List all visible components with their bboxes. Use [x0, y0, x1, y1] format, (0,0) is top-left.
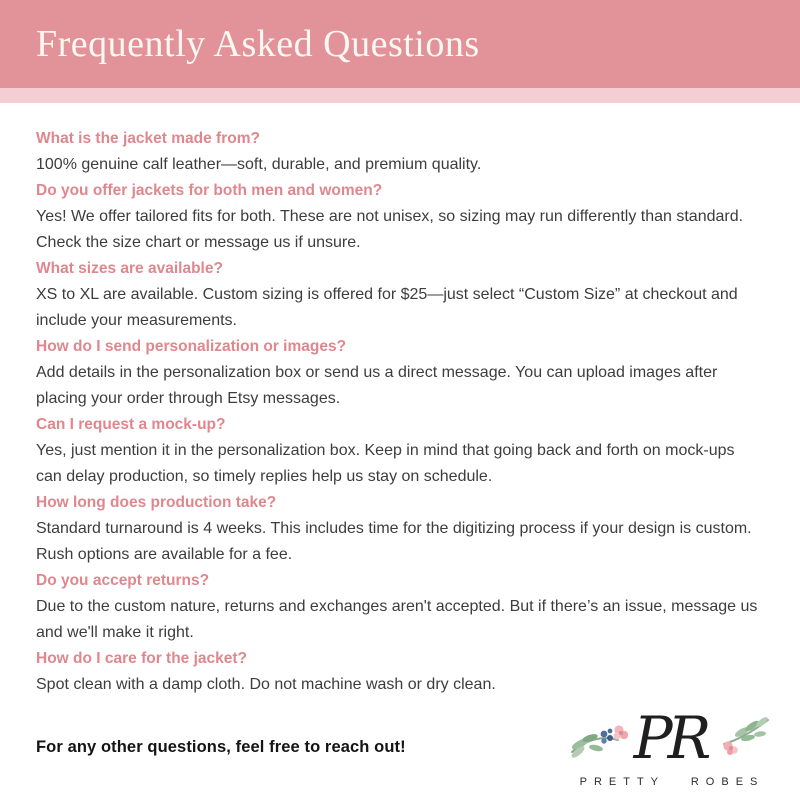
faq-answer: Standard turnaround is 4 weeks. This includes time for the digitizing process if your design is custom. Rush options are available for a fee.	[36, 520, 752, 563]
brand-monogram: PR	[633, 706, 707, 772]
page-footer	[0, 706, 800, 788]
faq-answer: Add details in the personalization box or send us a direct message. You can upload images after placing your order through Etsy messages.	[36, 364, 718, 407]
faq-answer: Due to the custom nature, returns and exchanges aren't accepted. But if there’s an issue, message us and we'll make it right.	[36, 598, 758, 641]
faq-answer: XS to XL are available. Custom sizing is offered for $25—just select “Custom Size” at checkout and include your measurements.	[36, 286, 738, 329]
header-accent-strip	[0, 88, 800, 103]
faq-item	[36, 412, 764, 490]
footer-cta: For any other questions, feel free to reach out!	[36, 737, 406, 756]
faq-question: What is the jacket made from?	[36, 130, 260, 147]
brand-logo-art	[566, 706, 778, 774]
floral-right-icon	[723, 715, 769, 755]
page-title: Frequently Asked Questions	[36, 23, 480, 65]
faq-question: Can I request a mock-up?	[36, 416, 226, 433]
faq-question: Do you accept returns?	[36, 572, 210, 589]
brand-name: PRETTY ROBES	[579, 776, 765, 788]
faq-item	[36, 126, 764, 178]
faq-question: Do you offer jackets for both men and women?	[36, 182, 383, 199]
faq-question: How long does production take?	[36, 494, 277, 511]
faq-item	[36, 178, 764, 256]
faq-item	[36, 256, 764, 334]
page-header	[0, 0, 800, 88]
brand-logo	[566, 706, 778, 788]
faq-answer: 100% genuine calf leather—soft, durable, and premium quality.	[36, 156, 482, 173]
faq-answer: Yes! We offer tailored fits for both. These are not unisex, so sizing may run differently than standard. Check the size chart or message us if unsure.	[36, 208, 744, 251]
faq-item	[36, 646, 764, 698]
floral-left-icon	[570, 725, 628, 759]
faq-list	[0, 103, 800, 698]
faq-question: How do I care for the jacket?	[36, 650, 248, 667]
faq-answer: Yes, just mention it in the personalization box. Keep in mind that going back and forth on mock-ups can delay production, so timely replies help us stay on schedule.	[36, 442, 735, 485]
faq-item	[36, 334, 764, 412]
faq-question: How do I send personalization or images?	[36, 338, 347, 355]
faq-question: What sizes are available?	[36, 260, 223, 277]
faq-item	[36, 568, 764, 646]
faq-answer: Spot clean with a damp cloth. Do not machine wash or dry clean.	[36, 676, 496, 693]
faq-item	[36, 490, 764, 568]
